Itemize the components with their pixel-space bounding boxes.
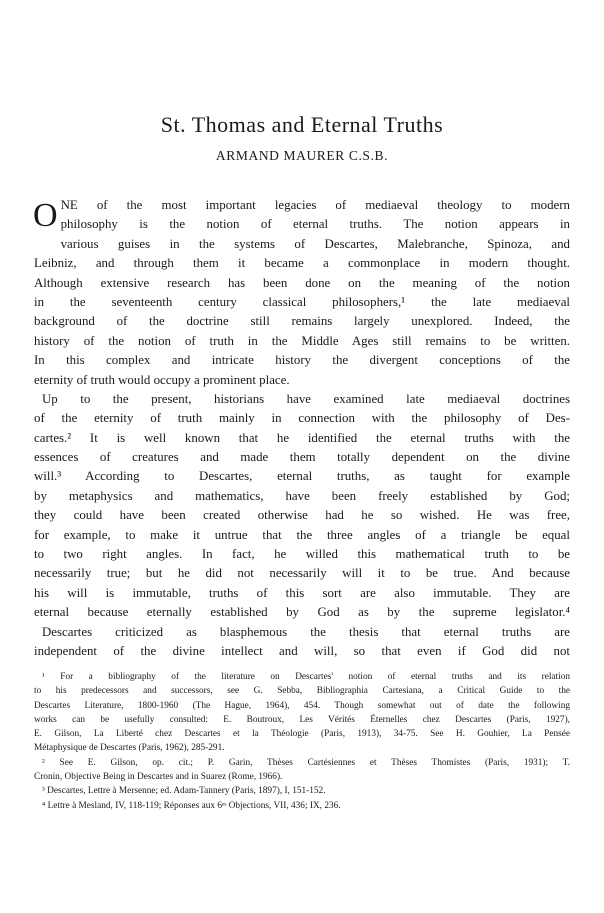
- body-line: Descartes criticized as blasphemous the thesis that eternal truths are: [42, 624, 570, 639]
- body-line: by metaphysics and mathematics, have been freely established by God;: [34, 488, 570, 503]
- article-title: St. Thomas and Eternal Truths: [160, 112, 444, 137]
- article-body: [34, 196, 570, 661]
- body-line: to two right angles. In fact, he willed this mathematical truth to be: [34, 547, 570, 562]
- body-line: his will is immutable, truths of this sort are also immutable. They are: [34, 585, 570, 600]
- footnotes: [34, 670, 570, 813]
- body-line: Up to the present, historians have examined late mediaeval doctrines: [42, 391, 570, 406]
- footnote-line: ³ Descartes, Lettre à Mersenne; ed. Adam-Tannery (Paris, 1897), I, 151-152.: [42, 786, 326, 797]
- body-line: independent of the divine intellect and will, so that even if God did not: [34, 643, 570, 658]
- body-line: background of the doctrine still remains largely unexplored. Indeed, the: [34, 314, 570, 329]
- footnote-line: Cronin, Objective Being in Descartes and in Suarez (Rome, 1966).: [34, 772, 283, 783]
- body-line: necessarily true; but he did not necessarily will it to be true. And because: [34, 566, 570, 581]
- body-line: philosophy is the notion of eternal truths. The notion appears in: [60, 217, 570, 232]
- body-line: history of the notion of truth in the Middle Ages still remains to be written.: [34, 333, 570, 348]
- body-line: eternal because eternally established by God as by the supreme legislator.⁴: [34, 605, 570, 620]
- article-author: ARMAND MAURER C.S.B.: [215, 148, 389, 163]
- body-line: in the seventeenth century classical philosophers,¹ the late mediaeval: [34, 294, 570, 309]
- body-line: of the eternity of truth mainly in connection with the philosophy of Des-: [34, 411, 570, 426]
- body-line: they could have been created otherwise had he so wished. He was free,: [34, 508, 570, 523]
- body-line: will.³ According to Descartes, eternal truths, as taught for example: [34, 469, 570, 484]
- footnote-line: ² See E. Gilson, op. cit.; P. Garin, Thèses Cartésiennes et Thèses Thomistes (Paris, 1931); T.: [42, 757, 570, 768]
- drop-cap: O: [33, 197, 58, 234]
- footnote-line: E. Gilson, La Liberté chez Descartes et la Théologie (Paris, 1913), 34-75. See H. Gouhier, La Pensée: [34, 729, 570, 740]
- body-line: cartes.² It is well known that he identified the eternal truths with the: [34, 430, 570, 445]
- footnote-line: Métaphysique de Descartes (Paris, 1962), 285-291.: [34, 743, 225, 754]
- body-line: Leibniz, and through them it became a commonplace in modern thought.: [34, 256, 570, 271]
- footnote-line: ¹ For a bibliography of the literature on Descartes' notion of eternal truths and its relation: [42, 672, 570, 682]
- footnote-line: to his predecessors and successors, see G. Sebba, Bibliographia Cartesiana, a Critical Guide to the: [34, 686, 570, 697]
- body-line: eternity of truth would occupy a prominent place.: [34, 372, 290, 387]
- body-line: In this complex and intricate history the divergent conceptions of the: [34, 353, 570, 368]
- body-line: various guises in the systems of Descartes, Malebranche, Spinoza, and: [60, 236, 570, 251]
- body-line: Although extensive research has been done on the meaning of the notion: [34, 275, 570, 290]
- body-line: for example, to make it untrue that the three angles of a triangle be equal: [34, 527, 570, 542]
- footnote-line: works can be usefully consulted: E. Boutroux, Les Vérités Éternelles chez Descartes (Paris, 1927),: [34, 714, 570, 725]
- footnote-line: ⁴ Lettre à Mesland, IV, 118-119; Réponses aux 6ᵉˢ Objections, VII, 436; IX, 236.: [42, 800, 341, 811]
- footnote-line: Descartes Literature, 1800-1960 (The Hague, 1964), 454. Though somewhat out of date the following: [34, 700, 570, 711]
- body-line: NE of the most important legacies of mediaeval theology to modern: [60, 198, 570, 212]
- body-line: essences of creatures and made them totally dependent on the divine: [34, 450, 570, 465]
